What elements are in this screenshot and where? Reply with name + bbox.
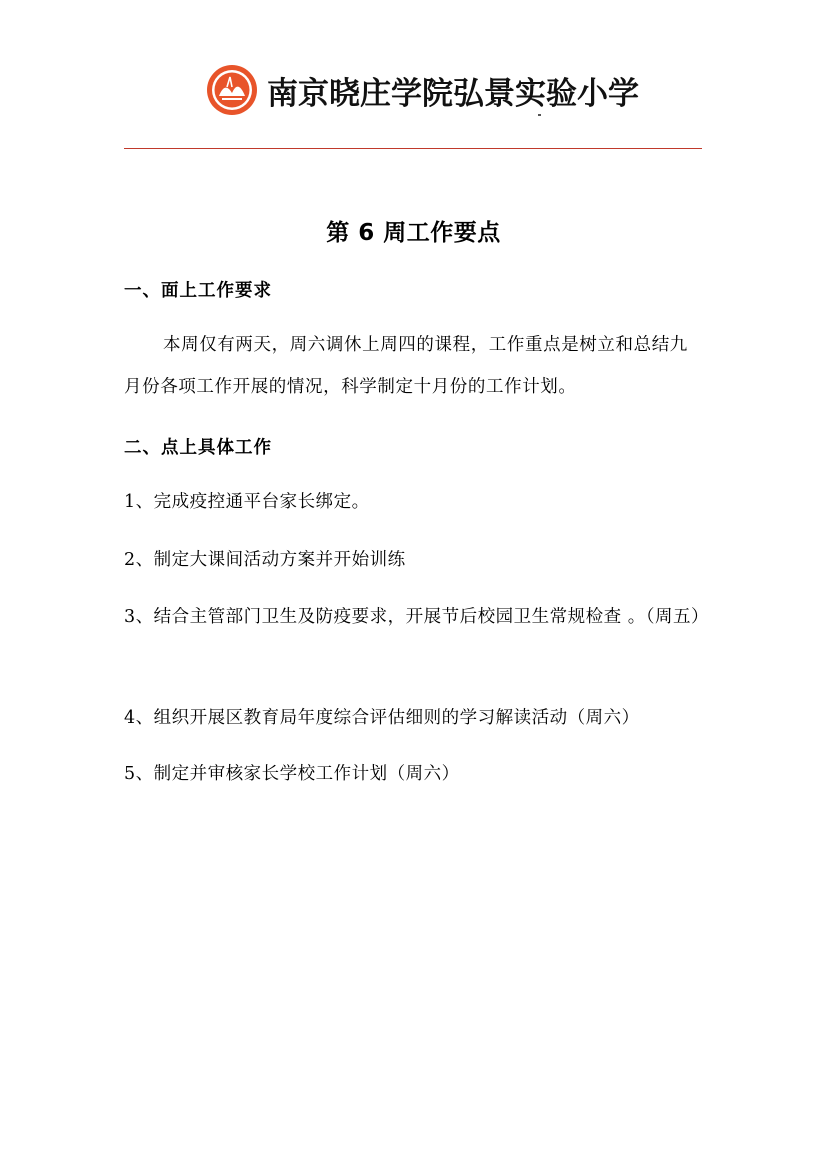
letterhead xyxy=(205,62,645,118)
page-title: 第 6 周工作要点 xyxy=(326,220,501,246)
header-mark xyxy=(538,114,541,116)
list-item: 4、组织开展区教育局年度综合评估细则的学习解读活动（周六） xyxy=(124,708,640,728)
list-item: 1、完成疫控通平台家长绑定。 xyxy=(124,492,370,512)
section-heading-1: 一、面上工作要求 xyxy=(124,281,272,301)
header-divider xyxy=(124,148,702,149)
school-emblem-icon xyxy=(205,63,259,117)
section-heading-2: 二、点上具体工作 xyxy=(124,438,272,458)
section-paragraph-1: 本周仅有两天，周六调休上周四的课程，工作重点是树立和总结九月份各项工作开展的情况，科学制定十月份的工作计划。 xyxy=(124,335,688,397)
list-item: 5、制定并审核家长学校工作计划（周六） xyxy=(124,764,460,784)
list-item: 2、制定大课间活动方案并开始训练 xyxy=(124,550,406,570)
list-item: 3、结合主管部门卫生及防疫要求，开展节后校园卫生常规检查 。（周五） xyxy=(124,607,709,627)
school-name: 南京晓庄学院弘景实验小学 xyxy=(267,75,639,112)
